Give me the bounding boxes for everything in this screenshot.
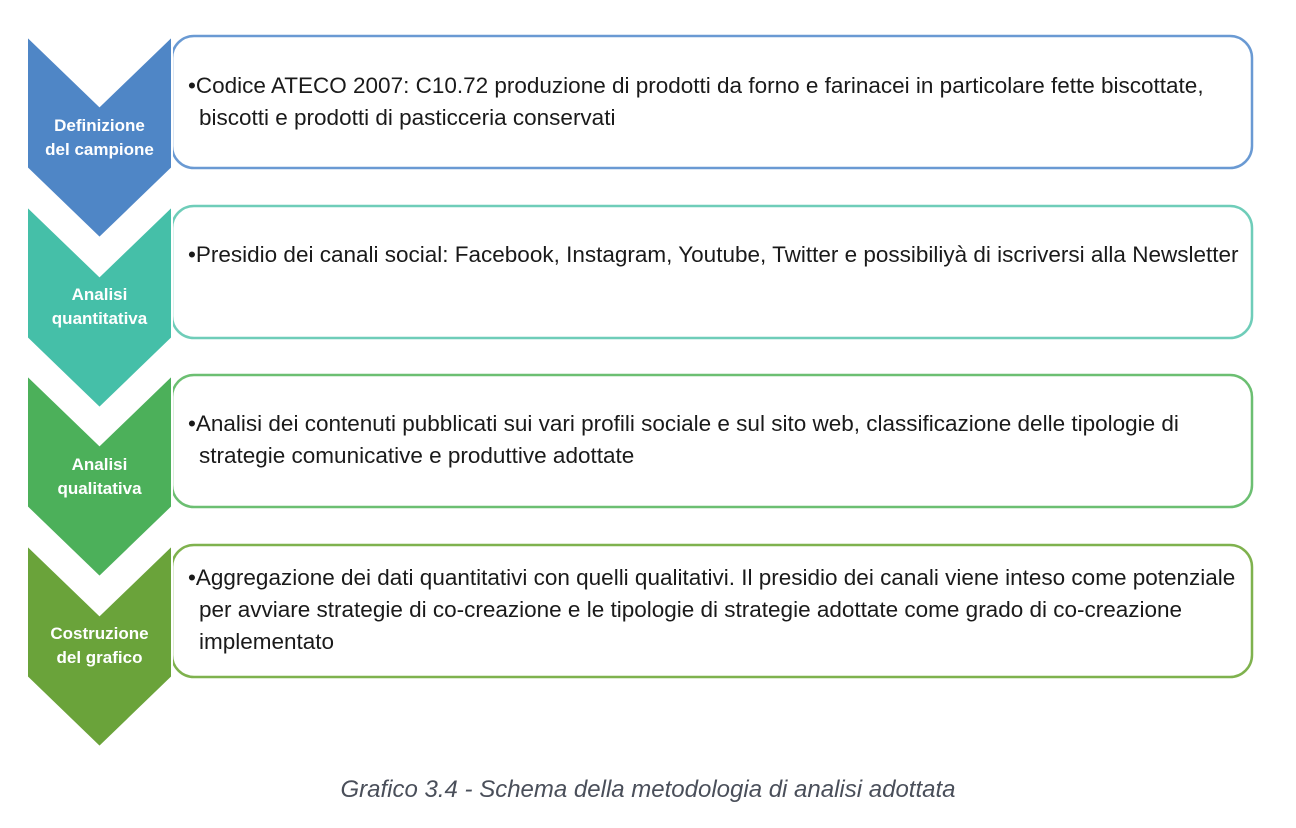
step-2-description (188, 239, 1246, 271)
step-4-description (188, 562, 1246, 658)
step-1-description (188, 70, 1246, 134)
step-3-label-line1: Analisi (71, 455, 128, 474)
step-2-label-line2: quantitativa (51, 309, 148, 328)
figure-caption: Grafico 3.4 - Schema della metodologia di analisi adottata (340, 776, 956, 803)
step-2-box (172, 206, 1252, 338)
step-2-label-line1: Analisi (71, 285, 128, 304)
step-1-text: Codice ATECO 2007: C10.72 produzione di prodotti da forno e farinacei in particolare fette biscottate, biscotti e prodotti di pasticceria conservati (195, 73, 1204, 130)
step-2-label (27, 283, 172, 331)
step-1-label-line1: Definizione (54, 116, 145, 135)
bullet-marker: • (188, 411, 196, 436)
bullet-marker: • (188, 242, 196, 267)
step-4-label (27, 622, 172, 670)
step-3-label (27, 453, 172, 501)
step-3-label-line2: qualitativa (57, 479, 142, 498)
step-3-text: Analisi dei contenuti pubblicati sui vari profili sociale e sul sito web, classificazione delle tipologie di strategie comunicative e produttive adottate (195, 411, 1179, 468)
step-2-text: Presidio dei canali social: Facebook, Instagram, Youtube, Twitter e possibiliyà di iscriversi alla Newsletter (195, 242, 1239, 267)
step-1-label-line2: del campione (45, 140, 154, 159)
bullet-marker: • (188, 565, 196, 590)
bullet-marker: • (188, 73, 196, 98)
step-4-label-line2: del grafico (56, 648, 143, 667)
step-4-label-line1: Costruzione (50, 624, 149, 643)
step-3-description (188, 408, 1246, 472)
step-4-text: Aggregazione dei dati quantitativi con quelli qualitativi. Il presidio dei canali viene inteso come potenziale per avviare strategie di co-creazione e le tipologie di strategie adottate come grado di co-creazione implementato (195, 565, 1236, 654)
step-1-label (27, 114, 172, 162)
